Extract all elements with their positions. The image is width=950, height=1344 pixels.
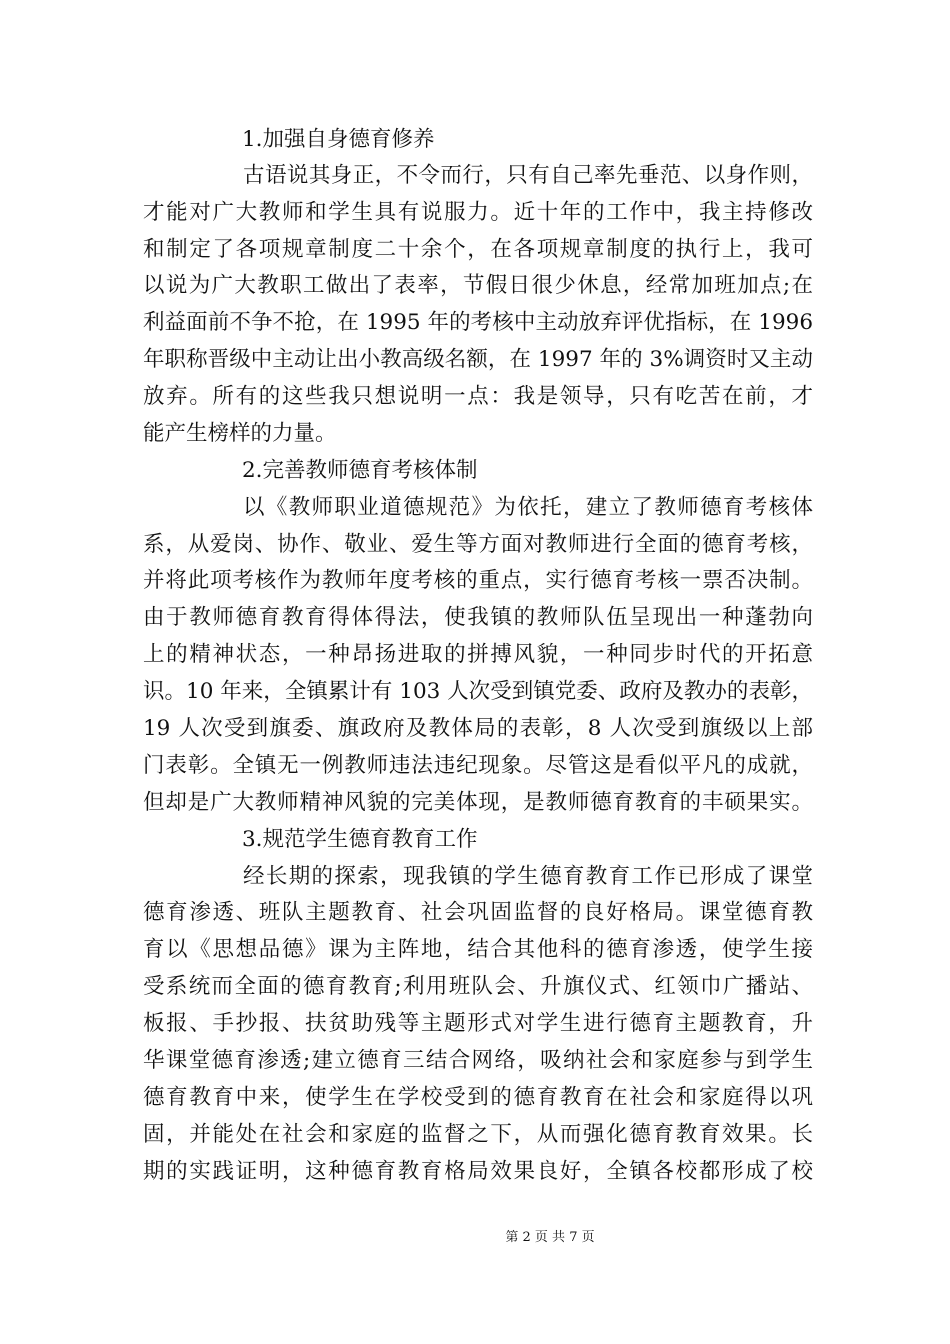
paragraph-line: 以《教师职业道德规范》为依托，建立了教师德育考核体 [243, 495, 813, 520]
section-heading-3: 3.规范学生德育教育工作 [242, 827, 478, 852]
paragraph-line: 板报、手抄报、扶贫助残等主题形式对学生进行德育主题教育，升 [143, 1011, 813, 1036]
section-heading-1: 1.加强自身德育修养 [242, 127, 435, 152]
paragraph-line: 经长期的探索，现我镇的学生德育教育工作已形成了课堂 [243, 864, 813, 889]
paragraph-line: 和制定了各项规章制度二十余个，在各项规章制度的执行上，我可 [143, 237, 813, 262]
paragraph-line: 能产生榜样的力量。 [143, 421, 337, 446]
paragraph-line: 以说为广大教职工做出了表率，节假日很少休息，经常加班加点;在 [143, 273, 813, 298]
paragraph-line: 19 人次受到旗委、旗政府及教体局的表彰，8 人次受到旗级以上部 [143, 716, 813, 741]
page-number-footer: 第 2 页 共 7 页 [505, 1230, 595, 1245]
paragraph-line: 放弃。所有的这些我只想说明一点：我是领导，只有吃苦在前，才 [143, 384, 813, 409]
paragraph-line: 德育教育中来，使学生在学校受到的德育教育在社会和家庭得以巩 [143, 1085, 813, 1110]
paragraph-line: 受系统而全面的德育教育;利用班队会、升旗仪式、红领巾广播站、 [143, 974, 813, 999]
paragraph-line: 德育渗透、班队主题教育、社会巩固监督的良好格局。课堂德育教 [143, 900, 813, 925]
section-heading-2: 2.完善教师德育考核体制 [242, 458, 478, 483]
paragraph-line: 由于教师德育教育得体得法，使我镇的教师队伍呈现出一种蓬勃向 [143, 605, 813, 630]
paragraph-line: 识。10 年来，全镇累计有 103 人次受到镇党委、政府及教办的表彰， [143, 679, 813, 704]
paragraph-line: 但却是广大教师精神风貌的完美体现，是教师德育教育的丰硕果实。 [143, 790, 813, 815]
paragraph-line: 固，并能处在社会和家庭的监督之下，从而强化德育教育效果。长 [143, 1122, 813, 1147]
paragraph-line: 古语说其身正，不令而行，只有自己率先垂范、以身作则， [243, 163, 813, 188]
paragraph-line: 华课堂德育渗透;建立德育三结合网络，吸纳社会和家庭参与到学生 [143, 1048, 813, 1073]
paragraph-line: 并将此项考核作为教师年度考核的重点，实行德育考核一票否决制。 [143, 568, 813, 593]
paragraph-line: 期的实践证明，这种德育教育格局效果良好，全镇各校都形成了校 [143, 1159, 813, 1184]
paragraph-line: 门表彰。全镇无一例教师违法违纪现象。尽管这是看似平凡的成就， [143, 753, 813, 778]
paragraph-line: 利益面前不争不抢，在 1995 年的考核中主动放弃评优指标，在 1996 [143, 310, 813, 335]
paragraph-line: 育以《思想品德》课为主阵地，结合其他科的德育渗透，使学生接 [143, 937, 813, 962]
paragraph-line: 年职称晋级中主动让出小教高级名额，在 1997 年的 3%调资时又主动 [143, 347, 813, 372]
paragraph-line: 才能对广大教师和学生具有说服力。近十年的工作中，我主持修改 [143, 200, 813, 225]
paragraph-line: 系，从爱岗、协作、敬业、爱生等方面对教师进行全面的德育考核， [143, 532, 813, 557]
paragraph-line: 上的精神状态，一种昂扬进取的拼搏风貌，一种同步时代的开拓意 [143, 642, 813, 667]
